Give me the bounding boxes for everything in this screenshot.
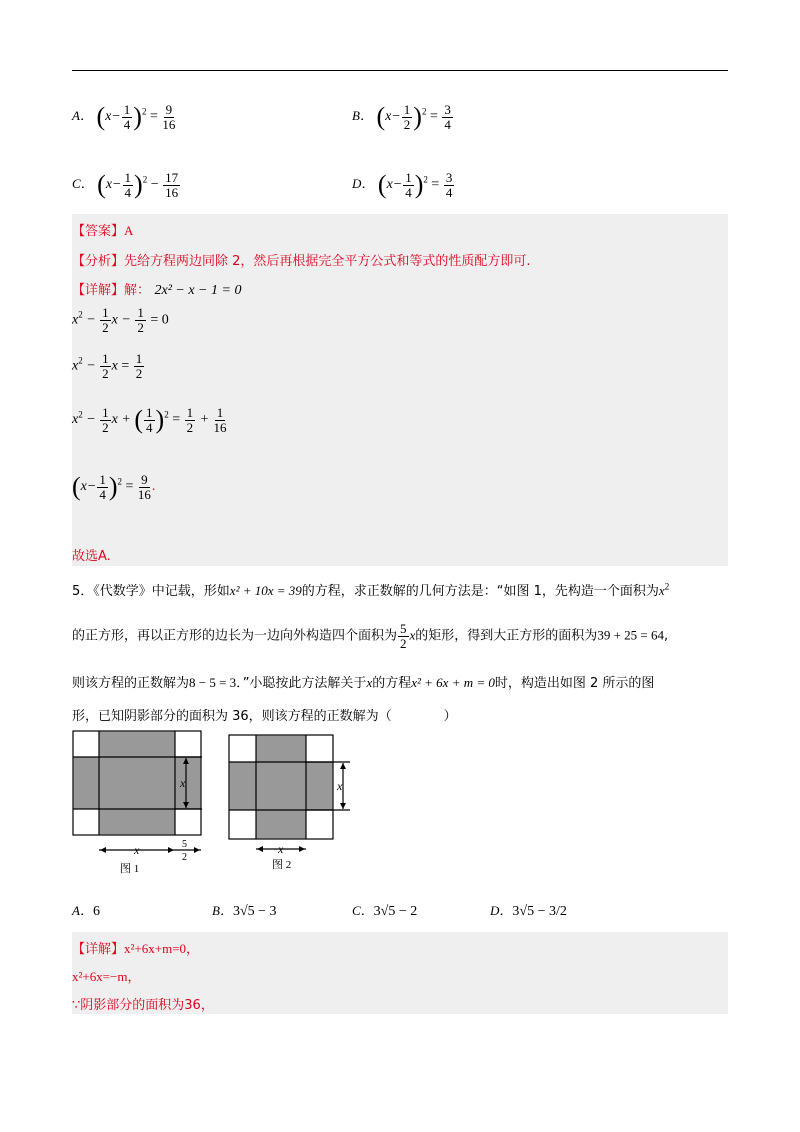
detail2-line-3: ∵阴影部分的面积为36， xyxy=(72,998,214,1013)
figure-2 xyxy=(228,734,358,874)
step-4: (x− $\frac{1}{4}$ )$^2$ = $\frac{9}{16}$ . xyxy=(72,471,156,502)
detail2-line-2: x²+6x=−m， xyxy=(72,969,141,984)
option-a-inner-den: 4 xyxy=(123,116,131,132)
step-2: $x^2$ − $\frac{1}{2}$ x = $\frac{1}{2}$ xyxy=(72,351,143,381)
detail2-tag: 【详解】 xyxy=(72,942,125,957)
detail-line xyxy=(72,279,241,299)
option-d-num: 3 xyxy=(445,169,453,185)
header-rule xyxy=(72,70,728,71)
option-d-den: 4 xyxy=(445,184,453,200)
q5-option-d-value: 3√5 − 3/2 xyxy=(512,904,567,919)
option-b[interactable]: B． (x− $\frac{1}{2}$ )$^2$ = $\frac{3}{4}$ xyxy=(352,101,451,132)
option-b-num: 3 xyxy=(444,101,451,117)
option-b-inner-den: 2 xyxy=(403,116,411,132)
option-c-inner-den: 4 xyxy=(124,184,132,200)
answer-value: A xyxy=(124,223,134,238)
option-d-inner-den: 4 xyxy=(405,184,412,200)
detail2-line-1: 【详解】x²+6x+m=0， xyxy=(72,941,200,957)
figure-1-five: 5 xyxy=(182,839,187,850)
analysis-tag: 【分析】 xyxy=(72,254,125,269)
step-3: $x^2$ − $\frac{1}{2}$ x + ( $\frac{1}{4}$ )$^2$ = $\frac{1}{2}$ + $\frac{1}{16}$ xyxy=(72,404,227,435)
q5-line-4: 形，已知阴影部分的面积为 36，则该方程的正数解为（ ） xyxy=(72,709,457,724)
q5-option-a[interactable]: A．6 xyxy=(72,903,100,919)
figure-1-x-horizontal: x xyxy=(134,843,140,857)
q5-option-b-value: 3√5 − 3 xyxy=(232,904,277,919)
q5-option-a-value: 6 xyxy=(92,904,100,919)
option-c-den: 16 xyxy=(165,184,179,200)
analysis-text: 先给方程两边同除 2，然后再根据完全平方公式和等式的性质配方即可. xyxy=(124,254,531,269)
q5-line-1: 5．《代数学》中记载，形如x² + 10x = 39的方程，求正数解的几何方法是：“如图 1，先构造一个面积为$x^2$ xyxy=(72,581,670,599)
figure-1-x-vertical: x xyxy=(180,776,186,790)
q5-option-d[interactable]: D．3√5 − 3/2 xyxy=(490,903,567,919)
answer-line xyxy=(72,220,133,239)
option-c-num: 17 xyxy=(165,169,179,185)
q5-option-c-value: 3√5 − 2 xyxy=(373,904,418,919)
figure-1 xyxy=(72,730,202,880)
option-d[interactable]: D． (x− $\frac{1}{4}$ )$^2$ = $\frac{3}{4}$ xyxy=(352,169,453,200)
q5-option-b[interactable]: B．3√5 − 3 xyxy=(212,903,277,919)
option-a-num: 9 xyxy=(165,101,173,117)
option-d-label: D． xyxy=(352,176,375,192)
option-a-den: 16 xyxy=(162,116,176,132)
figure-1-caption: 图 1 xyxy=(120,863,140,875)
figure-2-x-horizontal: x xyxy=(278,842,284,856)
figure-1-two: 2 xyxy=(182,852,187,863)
option-a-label: A． xyxy=(72,108,93,124)
figure-2-x-vertical: x xyxy=(337,779,343,793)
detail-equation: 2x² − x − 1 = 0 xyxy=(154,283,242,298)
step-1: $x^2$ − $\frac{1}{2}$ x − $\frac{1}{2}$ = 0 xyxy=(72,305,169,335)
detail-tag: 【详解】 xyxy=(72,283,125,298)
option-c[interactable]: C． (x− $\frac{1}{4}$ )$^2$ − $\frac{17}{16}$ xyxy=(72,169,179,200)
q5-line-2: 的正方形，再以正方形的边长为一边向外构造四个面积为 $\frac{5}{2}$ x的矩形，得到大正方形的面积为39 + 25 = 64, xyxy=(72,621,669,651)
q5-number: 5． xyxy=(72,584,94,599)
figure-2-caption: 图 2 xyxy=(272,859,292,871)
option-b-den: 4 xyxy=(444,116,451,132)
q5-line-3: 则该方程的正数解为8 − 5 = 3．”小聪按此方法解关于x的方程x² + 6x + m = 0时，构造出如图 2 所示的图 xyxy=(72,675,655,691)
option-c-label: C． xyxy=(72,176,94,192)
option-a[interactable]: A． (x− $\frac{1}{4}$ )$^2$ = $\frac{9}{16}$ xyxy=(72,101,176,132)
detail-prefix: 解： xyxy=(124,283,151,298)
analysis-line xyxy=(72,250,531,269)
q5-option-c[interactable]: C．3√5 − 2 xyxy=(352,903,418,919)
option-b-label: B． xyxy=(352,108,373,124)
conclusion: 故选A. xyxy=(72,549,111,564)
answer-tag: 【答案】 xyxy=(72,224,125,239)
